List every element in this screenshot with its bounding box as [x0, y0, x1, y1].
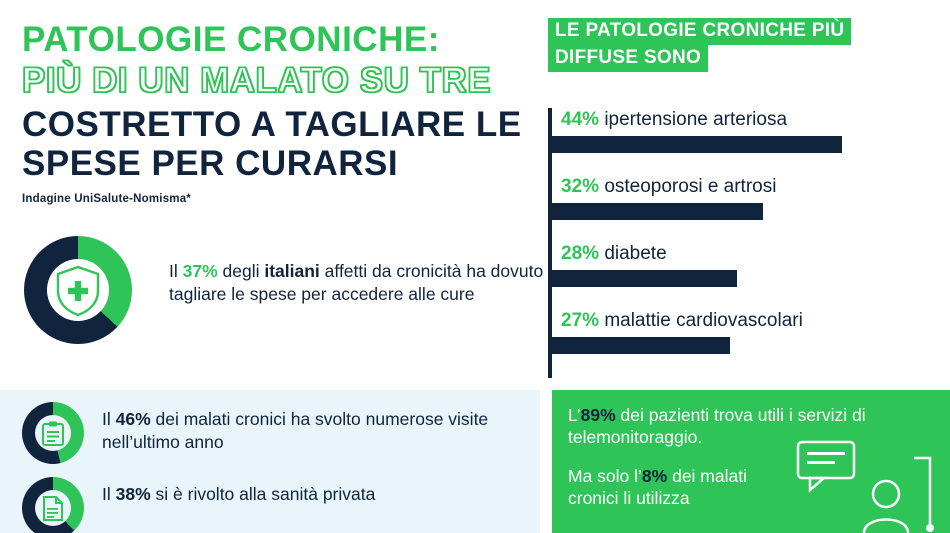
- bar-value-2: 28%: [561, 243, 600, 264]
- bottom-item-percent-0: 46%: [115, 409, 151, 429]
- bottom-item-percent-1: 38%: [115, 484, 151, 504]
- headline-line-4: SPESE PER CURARSI: [22, 144, 399, 183]
- bar-label-1: [552, 175, 938, 196]
- bar-value-1: 32%: [561, 176, 600, 197]
- bar-category-3: malattie cardiovascolari: [604, 310, 803, 331]
- bar-rect-3: [552, 337, 730, 354]
- donut-stat-block: [24, 236, 544, 346]
- shield-medical-icon: [55, 265, 101, 317]
- donut-stat-percent: 37%: [182, 261, 218, 281]
- chart-title-line-2: DIFFUSE SONO: [548, 45, 708, 72]
- bar-label-2: [552, 242, 938, 263]
- headline-line-3: COSTRETTO A TAGLIARE LE: [22, 105, 522, 144]
- green-panel: [552, 390, 950, 533]
- chat-person-icon: [790, 438, 940, 533]
- green-panel-text-1: L’89% dei pazienti trova utili i servizi di telemonitoraggio.: [568, 405, 866, 448]
- green-panel-text-2: Ma solo l’8% dei malati cronici li utilizza: [568, 465, 747, 509]
- bar-rect-0: [552, 136, 842, 153]
- bar-value-3: 27%: [561, 310, 600, 331]
- green-panel-stat-2: 8%: [641, 465, 668, 486]
- donut-stat-text: Il 37% degli italiani affetti da cronicità ha dovuto tagliare le spese per accedere alle cure: [169, 261, 544, 305]
- donut-stat-highlight: italiani: [264, 261, 320, 281]
- bar-row-3: [552, 309, 938, 376]
- bottom-item-text-0: Il 46% dei malati cronici ha svolto numerose visite nell’ultimo anno: [102, 409, 489, 452]
- chart-title: [548, 18, 938, 72]
- headline-line-2: PIÙ DI UN MALATO SU TRE: [22, 61, 492, 100]
- chart-title-line-1: LE PATOLOGIE CRONICHE PIÙ: [548, 18, 851, 45]
- bottom-item-text-1: Il 38% si è rivolto alla sanità privata: [102, 484, 376, 504]
- bottom-item-icon-wrap-1: [22, 477, 84, 533]
- bar-rect-1: [552, 203, 763, 220]
- bar-label-0: [552, 108, 938, 129]
- headline-line-1: PATOLOGIE CRONICHE:: [22, 20, 440, 59]
- document-euro-icon: [42, 496, 64, 521]
- bar-label-3: [552, 309, 938, 330]
- green-panel-stat-1: 89%: [580, 405, 616, 425]
- clipboard-report-icon: [42, 421, 64, 446]
- bar-chart: [548, 108, 938, 378]
- headline-block: [22, 22, 522, 205]
- bar-category-0: ipertensione arteriosa: [604, 109, 788, 130]
- headline-subtitle: Indagine UniSalute-Nomisma*: [22, 193, 191, 205]
- bar-category-1: osteoporosi e artrosi: [604, 176, 777, 197]
- bottom-list-item-0: [22, 402, 522, 464]
- bar-row-0: [552, 108, 938, 175]
- bar-value-0: 44%: [561, 109, 600, 130]
- bottom-item-icon-wrap-0: [22, 402, 84, 464]
- bar-row-2: [552, 242, 938, 309]
- bar-rect-2: [552, 270, 737, 287]
- bar-category-2: diabete: [604, 243, 667, 264]
- bar-row-1: [552, 175, 938, 242]
- chart-panel: [548, 18, 938, 378]
- bottom-list-item-1: [22, 477, 522, 533]
